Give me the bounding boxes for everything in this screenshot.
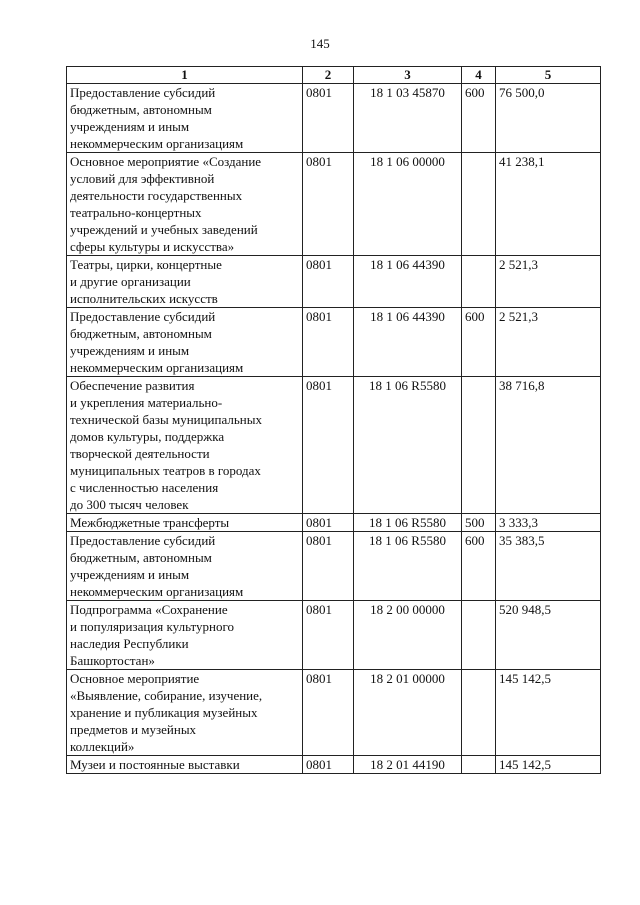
row-section-cell: 0801 [303, 153, 354, 256]
row-section-cell: 0801 [303, 514, 354, 532]
row-code-cell: 18 1 03 45870 [354, 84, 462, 153]
row-amount-cell: 520 948,5 [496, 601, 601, 670]
row-expense-type-cell [462, 377, 496, 514]
row-section-cell: 0801 [303, 84, 354, 153]
table-row [67, 756, 601, 774]
row-expense-type-cell [462, 756, 496, 774]
row-section-cell: 0801 [303, 756, 354, 774]
row-amount-cell: 145 142,5 [496, 756, 601, 774]
row-code-cell: 18 2 00 00000 [354, 601, 462, 670]
row-amount-cell: 2 521,3 [496, 256, 601, 308]
row-name-cell: Предоставление субсидий бюджетным, автономным учреждениям и иным некоммерческим организациям [67, 84, 303, 153]
row-amount-cell: 2 521,3 [496, 308, 601, 377]
row-expense-type-cell [462, 256, 496, 308]
header-col-1: 1 [67, 67, 303, 84]
row-section-cell: 0801 [303, 670, 354, 756]
row-expense-type-cell [462, 670, 496, 756]
header-col-3: 3 [354, 67, 462, 84]
row-code-cell: 18 1 06 R5580 [354, 514, 462, 532]
table-row [67, 153, 601, 256]
row-section-cell: 0801 [303, 601, 354, 670]
row-name-cell: Обеспечение развития и укрепления материально- технической базы муниципальных домов культуры, поддержка творческой деятельности муниципальных театров в городах с численностью населения до 300 тысяч человек [67, 377, 303, 514]
row-name-cell: Предоставление субсидий бюджетным, автономным учреждениям и иным некоммерческим организациям [67, 308, 303, 377]
budget-table [66, 66, 601, 774]
row-name-cell: Музеи и постоянные выставки [67, 756, 303, 774]
table-row [67, 377, 601, 514]
row-section-cell: 0801 [303, 377, 354, 514]
header-col-5: 5 [496, 67, 601, 84]
table-row [67, 670, 601, 756]
row-name-cell: Основное мероприятие «Выявление, собирание, изучение, хранение и публикация музейных предметов и музейных коллекций» [67, 670, 303, 756]
row-code-cell: 18 2 01 00000 [354, 670, 462, 756]
row-amount-cell: 145 142,5 [496, 670, 601, 756]
row-code-cell: 18 1 06 00000 [354, 153, 462, 256]
row-amount-cell: 35 383,5 [496, 532, 601, 601]
row-expense-type-cell [462, 153, 496, 256]
table-row [67, 84, 601, 153]
row-expense-type-cell: 500 [462, 514, 496, 532]
row-expense-type-cell: 600 [462, 84, 496, 153]
row-name-cell: Межбюджетные трансферты [67, 514, 303, 532]
row-name-cell: Предоставление субсидий бюджетным, автономным учреждениям и иным некоммерческим организациям [67, 532, 303, 601]
header-col-4: 4 [462, 67, 496, 84]
row-code-cell: 18 2 01 44190 [354, 756, 462, 774]
row-amount-cell: 38 716,8 [496, 377, 601, 514]
table-row [67, 532, 601, 601]
row-code-cell: 18 1 06 R5580 [354, 377, 462, 514]
page-number: 145 [310, 36, 330, 51]
row-section-cell: 0801 [303, 308, 354, 377]
row-expense-type-cell: 600 [462, 308, 496, 377]
row-expense-type-cell: 600 [462, 532, 496, 601]
row-section-cell: 0801 [303, 532, 354, 601]
table-row [67, 601, 601, 670]
table-row [67, 256, 601, 308]
row-code-cell: 18 1 06 R5580 [354, 532, 462, 601]
row-name-cell: Основное мероприятие «Создание условий для эффективной деятельности государственных театрально-концертных учреждений и учебных заведений сферы культуры и искусства» [67, 153, 303, 256]
row-code-cell: 18 1 06 44390 [354, 308, 462, 377]
row-name-cell: Театры, цирки, концертные и другие организации исполнительских искусств [67, 256, 303, 308]
row-amount-cell: 76 500,0 [496, 84, 601, 153]
row-code-cell: 18 1 06 44390 [354, 256, 462, 308]
row-expense-type-cell [462, 601, 496, 670]
row-amount-cell: 41 238,1 [496, 153, 601, 256]
table-row [67, 514, 601, 532]
table-row [67, 308, 601, 377]
table-body [67, 84, 601, 774]
row-section-cell: 0801 [303, 256, 354, 308]
row-name-cell: Подпрограмма «Сохранение и популяризация культурного наследия Республики Башкортостан» [67, 601, 303, 670]
row-amount-cell: 3 333,3 [496, 514, 601, 532]
header-row [67, 67, 601, 84]
table-header [67, 67, 601, 84]
header-col-2: 2 [303, 67, 354, 84]
